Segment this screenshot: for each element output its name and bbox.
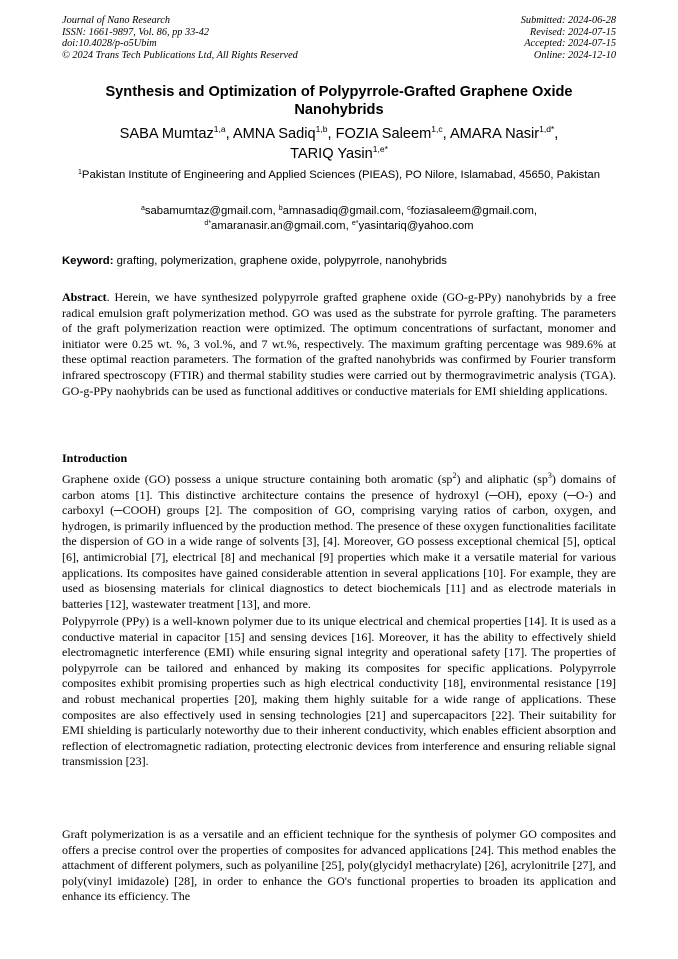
abstract: [62, 290, 616, 399]
email[interactable]: $^{d*}$amaranasir.an@gmail.com: [204, 220, 346, 232]
keywords-label: Keyword:: [62, 255, 114, 267]
abstract-label: Abstract: [62, 290, 107, 304]
date-revised: Revised: 2024-07-15: [529, 26, 616, 38]
email[interactable]: $^{e*}$yasintariq@yahoo.com: [351, 220, 474, 232]
abstract-text: . Herein, we have synthesized polypyrrole grafted graphene oxide (GO-g-PPy) nanohybrids by a free radical emulsion graft polymerization method. GO was used as the substrate for pyrrole grafting. The parameters of the graft polymerization reaction were optimized. The optimum concentrations of surfactant, monomer and initiator were 0.25 wt. %, 3 vol.%, and 7 wt.%, respectively. The maximum grafting percentage was 989.6% at these optimal reaction parameters. The formation of the grafted nanohybrids was confirmed by Fourier transform infrared spectroscopy (FTIR) and thermal stability studies were carried out by thermogravimetric analysis (TGA). GO-g-PPy naohybrids can be used as functional additives or conductive materials for EMI shielding applications.: [62, 290, 616, 398]
section-heading-introduction: Introduction: [62, 451, 128, 465]
email[interactable]: $^c$foziasaleem@gmail.com: [407, 205, 534, 217]
paragraph: Graphene oxide (GO) possess a unique structure containing both aromatic $(sp^2)$ and aliphatic $(sp^3)$ domains of carbon atoms [1]. This distinctive architecture contains the presence of hydroxyl (─OH), epoxy (─O-) and carboxyl (─COOH) groups [2]. The composition of GO, comprising varying ratios of carbon, oxygen, and hydrogen, is primarily influenced by the production method. The presence of these oxygen functionalities facilitate the dispersion of GO in a wide range of solvents [3], [4]. Moreover, GO possess exceptional chemical [5], optical [6], antimicrobial [7], electrical [8] and mechanical [9] properties which make it a versatile material for various applications. Its composites have gained considerable attention in several applications [10]. For example, they are used as biosensing materials for clinical diagnostics to detect biochemicals [11] and as electrode materials in batteries [12], wastewater treatment [13], and more.: [62, 471, 617, 611]
email[interactable]: $^b$amnasadiq@gmail.com: [278, 205, 401, 217]
author: FOZIA Saleem$^{1,c}$,: [335, 124, 450, 142]
affiliation: $^1$Pakistan Institute of Engineering and Applied Sciences (PIEAS), PO Nilore, Islamabad, 45650, Pakistan: [78, 169, 600, 181]
journal-info: [62, 15, 298, 61]
author: SABA Mumtaz$^{1,a}$,: [119, 124, 233, 142]
author-list: [62, 124, 616, 164]
keywords: [62, 254, 616, 268]
publication-dates: [521, 15, 616, 61]
author: AMARA Nasir$^{1,d*}$,: [449, 124, 559, 142]
paragraph: Polypyrrole (PPy) is a well-known polymer due to its unique electrical and chemical properties [14]. It is used as a conductive material in capacitor [15] and sensing devices [16]. Moreover, it has the ability to effectively shield electromagnetic interference (EMI) while ensuring signal integrity and operational safety [17]. The properties of polypyrrole can be tailored and enhanced by making its composites for specific applications. Polypyrrole composites exhibit promising properties such as high electrical conductivity [18], environmental resistance [19] and robust mechanical properties [20], making them highly suitable for a wide range of applications. These composites are also effectively used in sensing technologies [21] and supercapacitors [22]. Their suitability for EMI shielding is particularly noteworthy due to their inherent conductivity, which enables efficient absorption and reflection of electromagnetic radiation, protecting electronic devices from interference and ensuring reliable signal transmission [23].: [62, 614, 616, 769]
author: TARIQ Yasin$^{1,e*}$: [290, 144, 388, 162]
journal-doi: doi:10.4028/p-o5Ubim: [62, 38, 157, 50]
date-online: Online: 2024-12-10: [533, 49, 616, 61]
paper-title: Synthesis and Optimization of Polypyrrole-Grafted Graphene Oxide Nanohybrids: [105, 84, 573, 118]
journal-issn: ISSN: 1661-9897, Vol. 86, pp 33-42: [62, 26, 210, 38]
paragraph: Graft polymerization is as a versatile and an efficient technique for the synthesis of polymer GO composites and offers a precise control over the properties of composites for advanced applications [24]. This method enables the attachment of different polymers, such as polyaniline [25], poly(glycidyl methacrylate) [26], acrylonitrile [27], and poly(vinyl imidazole) [28], in order to enhance the GO's functional properties to broaden its application and enhance its efficiency. The: [62, 827, 616, 904]
email[interactable]: $^a$sabamumtaz@gmail.com: [140, 205, 273, 217]
journal-name: Journal of Nano Research: [62, 15, 171, 26]
date-accepted: Accepted: 2024-07-15: [524, 38, 616, 50]
author: AMNA Sadiq$^{1,b}$,: [232, 124, 336, 142]
date-submitted: Submitted: 2024-06-28: [520, 15, 616, 26]
email-list: $^a$sabamumtaz@gmail.com, $^b$amnasadiq@gmail.com, $^c$foziasaleem@gmail.com, $^{d*}$amaranasir.an@gmail.com, $^{e*}$yasintariq@yahoo.com: [140, 205, 538, 232]
keywords-text: grafting, polymerization, graphene oxide, polypyrrole, nanohybrids: [113, 255, 447, 267]
journal-copyright: © 2024 Trans Tech Publications Ltd, All Rights Reserved: [62, 49, 298, 61]
